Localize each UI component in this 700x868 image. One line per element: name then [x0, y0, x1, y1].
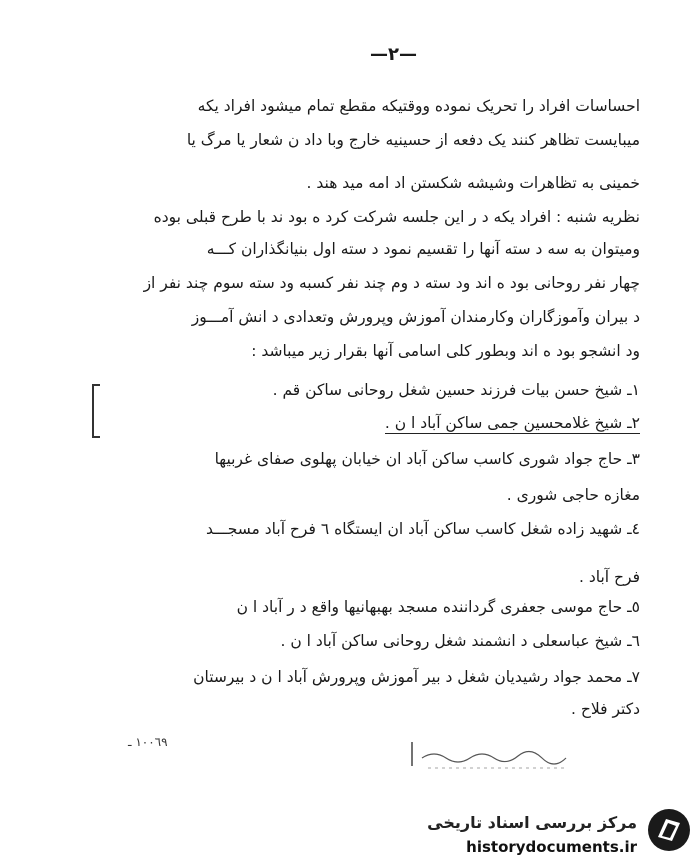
margin-bracket [92, 384, 100, 438]
list-item: ١ـ شیخ حسن بیات فرزند حسین شغل روحانی ساکن قم . [272, 381, 640, 399]
page-number: —٢— [370, 44, 417, 65]
paragraph-line: د بیران وآموزگاران وکارمندان آموزش وپرورش وتعدادی د انش آمـــوز [191, 308, 640, 326]
list-item: ٣ـ حاج جواد شوری کاسب ساکن آباد ان خیابان پهلوی صفای غربیها [214, 450, 640, 468]
document-number: ١٠٠٦٩ ـ [128, 735, 168, 749]
list-item: ٦ـ شیخ عباسعلی د انشمند شغل روحانی ساکن آباد ا ن . [280, 632, 640, 650]
paragraph-line: نظریه شنبه : افراد یکه د ر این جلسه شرکت کرد ه بود ند با طرح قبلی بوده [153, 208, 640, 226]
watermark-footer [420, 805, 695, 865]
archive-url[interactable]: historydocuments.ir [466, 838, 637, 856]
list-item-continuation: فرح آباد . [579, 568, 640, 586]
paragraph-line: ود انشجو بود ه اند وبطور کلی اسامی آنها بقرار زیر میباشد : [251, 342, 640, 360]
paragraph-line: احساسات افراد را تحریک نموده ووقتیکه مقطع تمام میشود افراد یکه [197, 97, 640, 115]
archive-logo-icon [646, 807, 692, 853]
list-item: ٤ـ شهید زاده شغل کاسب ساکن آباد ان ایستگاه ٦ فرح آباد مسجـــد [205, 520, 640, 538]
paragraph-line: چهار نفر روحانی بود ه اند ود سته د وم چند نفر کسبه ود سته سوم چند نفر از [143, 274, 640, 292]
paragraph-line: خمینی به تظاهرات وشیشه شکستن اد امه مید هند . [306, 174, 640, 192]
list-item-continuation: مغازه حاجی شوری . [506, 486, 640, 504]
list-item [385, 414, 640, 432]
list-item: ٧ـ محمد جواد رشیدیان شغل د بیر آموزش وپرورش آباد ا ن د بیرستان [193, 668, 640, 686]
signature-scribble [408, 736, 588, 776]
list-item: ٥ـ حاج موسی جعفری گرداننده مسجد بهبهانیها واقع د ر آباد ا ن [236, 598, 640, 616]
list-item-continuation: دکتر فلاح . [571, 700, 640, 718]
paragraph-line: ومیتوان به سه د سته آنها را تقسیم نمود د سته اول بنیانگذاران کـــه [206, 240, 640, 258]
underlined-name: ٢ـ شیخ غلامحسین جمی ساکن آباد ا ن . [384, 414, 640, 432]
paragraph-line: میبایست تظاهر کنند یک دفعه از حسینیه خارج وبا داد ن شعار یا مرگ یا [186, 131, 640, 149]
archive-title: مرکز بررسی اسناد تاریخی [427, 813, 637, 832]
